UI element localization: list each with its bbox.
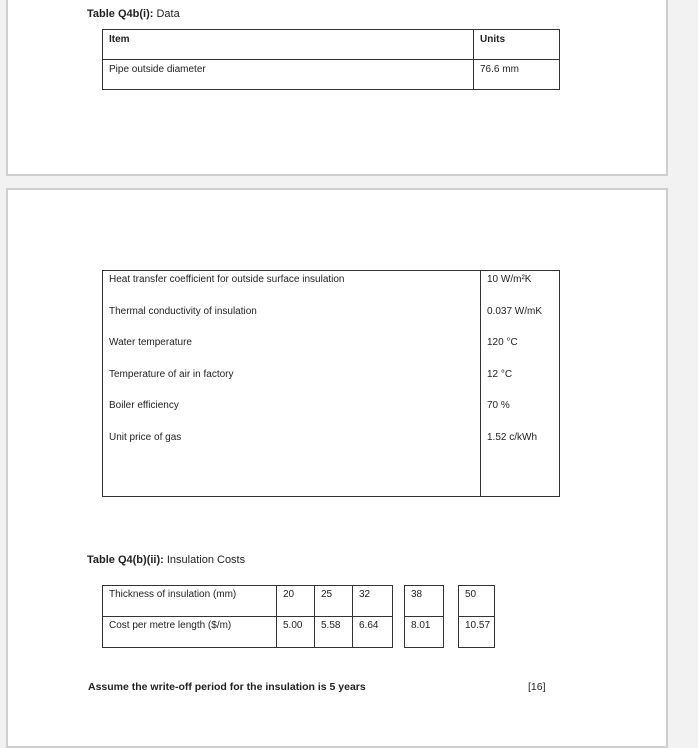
property-value: 70 % (487, 400, 510, 411)
property-label: Thermal conductivity of insulation (109, 305, 257, 317)
properties-values (481, 271, 560, 497)
property-label: Unit price of gas (109, 431, 182, 443)
page-1 (6, 0, 668, 176)
write-off-note: Assume the write-off period for the insulation is 5 years (88, 681, 366, 693)
cost-cell: 5.00 (277, 617, 315, 648)
table-row (103, 60, 560, 90)
property-label: Temperature of air in factory (109, 368, 234, 380)
insulation-costs-table (102, 585, 495, 648)
cell-value: 76.6 mm (474, 60, 560, 90)
cost-cell: 6.64 (353, 617, 393, 648)
header-units: Units (474, 30, 560, 60)
marks-label: [16] (528, 681, 546, 693)
thickness-cell: 38 (405, 586, 444, 617)
caption-text: Data (153, 8, 180, 20)
cell-item: Pipe outside diameter (103, 60, 474, 90)
cost-cell: 8.01 (405, 617, 444, 648)
property-value: 12 °C (487, 368, 513, 380)
property-label: Water temperature (109, 337, 192, 348)
properties-table (102, 270, 560, 497)
thickness-cell: 50 (459, 586, 495, 617)
property-value: 10 W/m²K (487, 274, 532, 285)
thickness-cell: 32 (353, 586, 393, 617)
table-row (103, 586, 495, 617)
table-row (103, 617, 495, 648)
table-q4b-i-caption (87, 8, 180, 20)
cost-cell: 10.57 (459, 617, 495, 648)
property-value: 120 °C (487, 337, 518, 348)
cost-cell: 5.58 (315, 617, 353, 648)
thickness-label: Thickness of insulation (mm) (103, 586, 277, 617)
table-q4b-ii-caption (87, 554, 245, 566)
properties-labels (103, 271, 481, 497)
thickness-cell: 20 (277, 586, 315, 617)
table-row (103, 271, 560, 497)
column-gap (444, 617, 459, 648)
cost-label: Cost per metre length ($/m) (103, 617, 277, 648)
table-header-row (103, 30, 560, 60)
header-item: Item (103, 30, 474, 60)
property-value: 1.52 c/kWh (487, 431, 538, 443)
caption-label: Table Q4b(i): (87, 8, 154, 20)
page-2 (6, 188, 668, 748)
column-gap (393, 617, 405, 648)
property-label: Boiler efficiency (109, 400, 179, 411)
data-table (102, 29, 560, 90)
column-gap (444, 586, 459, 617)
thickness-cell: 25 (315, 586, 353, 617)
property-value: 0.037 W/mK (487, 305, 543, 317)
column-gap (393, 586, 405, 617)
property-label: Heat transfer coefficient for outside surface insulation (109, 274, 345, 285)
caption-label: Table Q4(b)(ii): (87, 554, 164, 566)
caption-text: Insulation Costs (163, 554, 246, 566)
